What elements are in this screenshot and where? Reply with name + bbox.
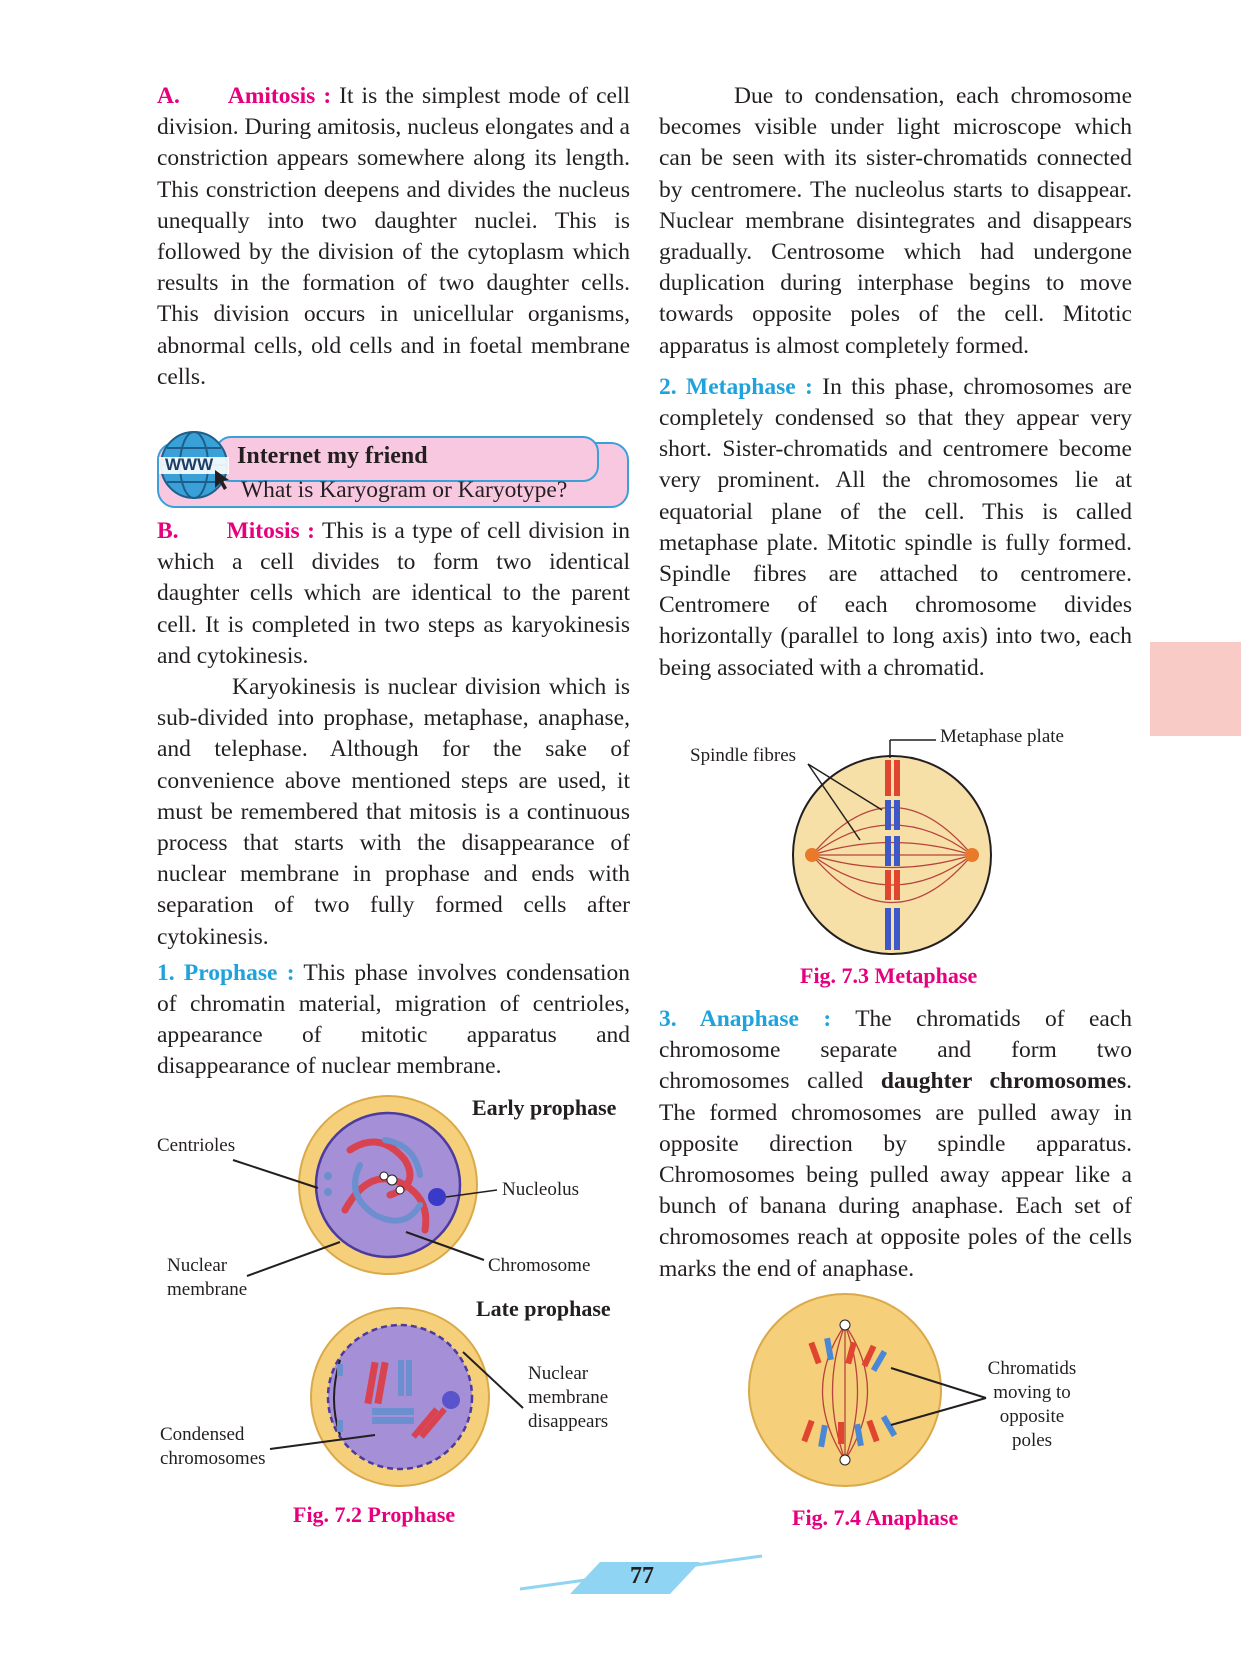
mitosis-text: This is a type of cell division in which a cell divides to form two identical daughter cells which are identical to the parent cell. It is completed in two steps as karyokinesis and cytokinesis. — [157, 518, 630, 669]
label-chromatids-moving: Chromatids moving to opposite poles — [987, 1358, 1077, 1451]
prophase-heading: 1. Prophase : — [157, 959, 295, 986]
late-prophase-title: Late prophase — [476, 1296, 611, 1321]
fig-metaphase-caption: Fig. 7.3 Metaphase — [800, 963, 978, 988]
internet-box-question: What is Karyogram or Karyotype? — [241, 477, 568, 503]
mitosis-letter: B. — [157, 518, 179, 544]
metaphase-text: In this phase, chromosomes are completely condensed so that they appear very short. Sister-chromatids and centromere become very prominent. All the chromosomes lie at equatorial plane of the cell. This is called metaphase plate. Mitotic spindle is fully formed. Spindle fibres are attached to centromere. Centromere of each chromosome divides horizontally (parallel to long axis) into two, each being associated with a chromatid. — [659, 373, 1132, 681]
label-nuclear-membrane-disappears: Nuclear membrane disappears — [528, 1363, 609, 1432]
daughter-chromosomes-term: daughter chromosomes — [880, 1068, 1127, 1095]
label-nucleolus: Nucleolus — [502, 1179, 580, 1200]
fig-prophase-caption: Fig. 7.2 Prophase — [293, 1502, 456, 1527]
label-chromosome: Chromosome — [488, 1255, 591, 1276]
metaphase-heading: 2. Metaphase : — [659, 373, 813, 400]
anaphase-text-b: . The formed chromosomes are pulled away in opposite direction by spindle apparatus. Chromosomes being pulled away appear like a bunch of banana during anaphase. Each set of chromosomes reach at opposite poles of the cells marks the end of anaphase. — [659, 1068, 1132, 1282]
page-number: 77 — [630, 1563, 654, 1589]
label-nuclear-membrane: Nuclear membrane — [167, 1255, 248, 1300]
amitosis-text: It is the simplest mode of cell division. During amitosis, nucleus elongates and a constriction appears somewhere along its length. This constriction deepens and divides the nucleus unequally into two daughter nuclei. This is followed by the division of the cytoplasm which results in the formation of two daughter cells. This division occurs in unicellular organisms, abnormal cells, old cells and in foetal membrane cells. — [157, 83, 631, 390]
prophase-text: This phase involves condensation of chromatin material, migration of centrioles, appearance of mitotic apparatus and disappearance of nuclear membrane. — [157, 959, 630, 1080]
anaphase-heading: 3. Anaphase : — [659, 1006, 832, 1032]
label-spindle-fibres: Spindle fibres — [690, 745, 797, 766]
amitosis-heading: Amitosis : — [227, 83, 332, 109]
prophase-continued: Due to condensation, each chromosome becomes visible under light microscope which can be seen with its sister-chromatids connected by centromere. The nucleolus starts to disappear. Nuclear membrane disintegrates and disappears gradually. Centrosome which had undergone duplication during interphase begins to move towards opposite poles of the cell. Mitotic apparatus is almost completely formed. — [659, 83, 1132, 359]
early-prophase-title: Early prophase — [472, 1095, 617, 1120]
label-centrioles: Centrioles — [157, 1135, 236, 1156]
internet-box-title: Internet my friend — [237, 443, 428, 469]
amitosis-letter: A. — [157, 83, 180, 109]
www-text: WWW — [165, 455, 214, 474]
fig-anaphase-caption: Fig. 7.4 Anaphase — [792, 1505, 959, 1530]
mitosis-heading: Mitosis : — [226, 518, 315, 544]
karyokinesis-paragraph: Karyokinesis is nuclear division which is sub-divided into prophase, metaphase, anaphase, and telephase. Although for the sake of convenience above mentioned steps are used, it must be remembered that mitosis is a continuous process that starts with the disappearance of nuclear membrane in prophase and ends with separation of two fully formed cells after cytokinesis. — [157, 674, 630, 950]
anaphase-text-a: The chromatids of each chromosome separate and form two chromosomes called — [659, 1006, 1132, 1095]
label-condensed-chromosomes: Condensed chromosomes — [160, 1424, 266, 1469]
label-metaphase-plate: Metaphase plate — [940, 726, 1064, 747]
